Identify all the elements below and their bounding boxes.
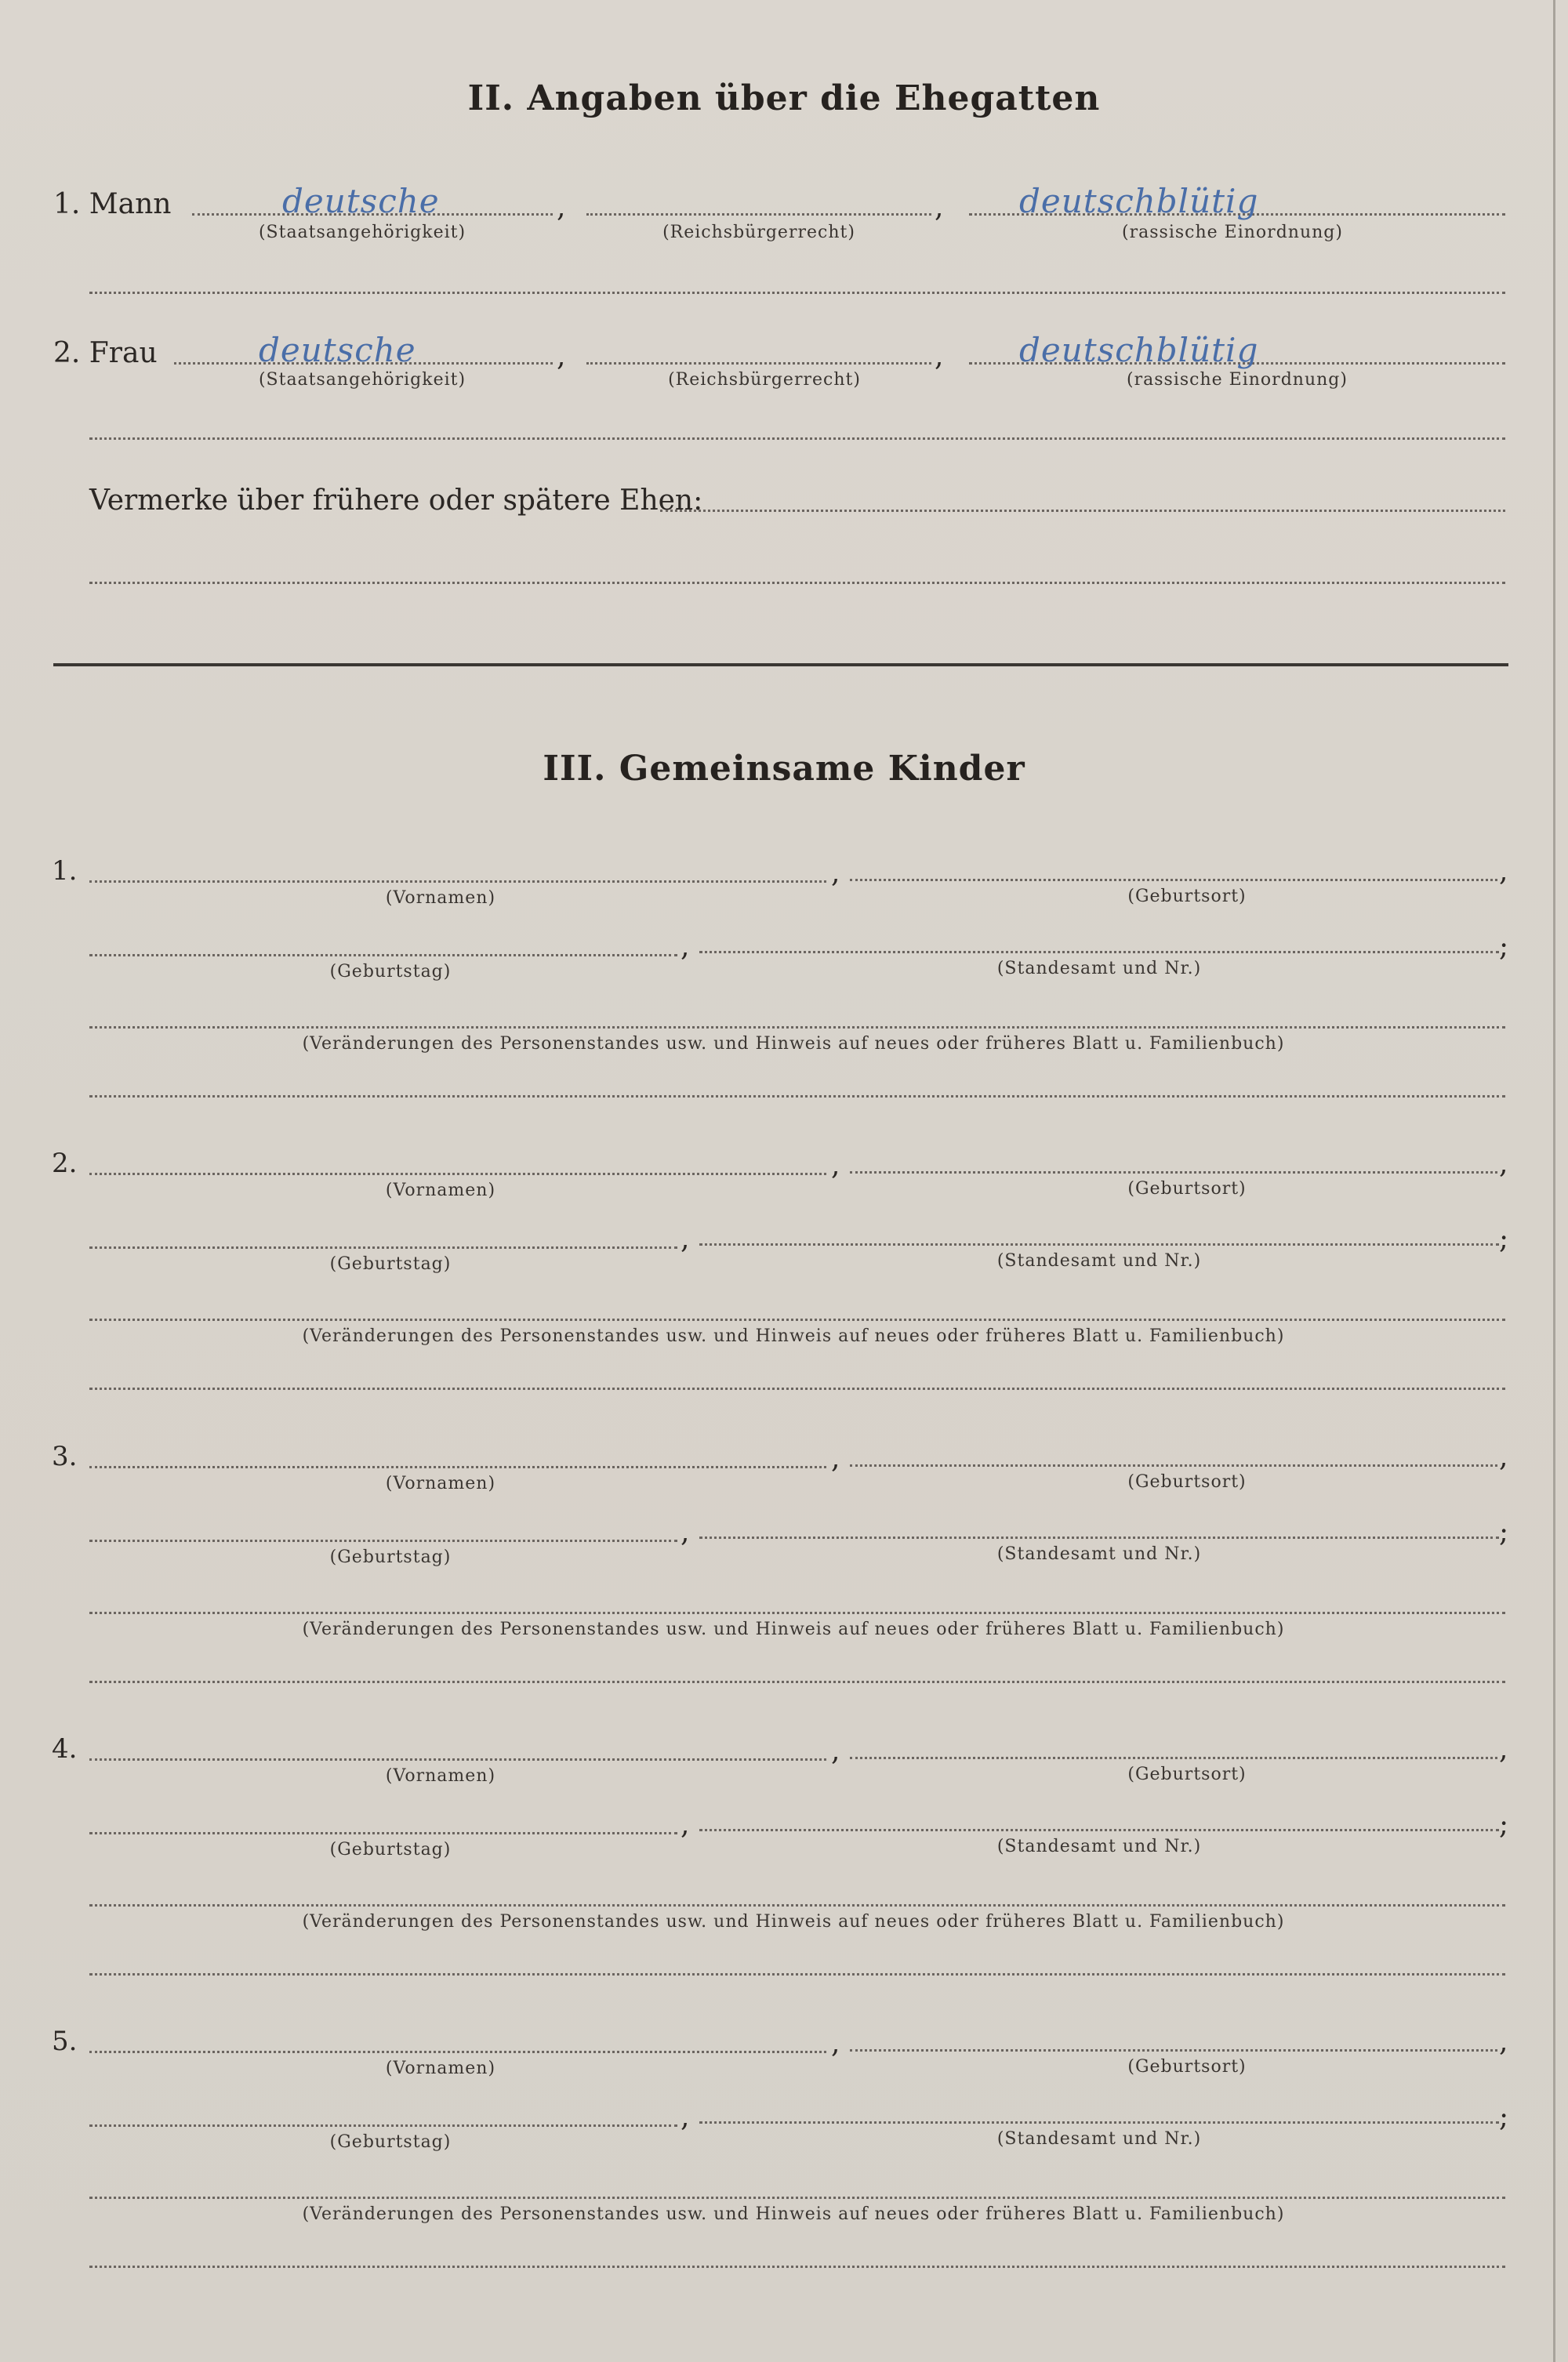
- caption-birthdate: (Geburtstag): [329, 962, 452, 981]
- caption-citizenship: (Staatsangehörigkeit): [258, 370, 466, 390]
- child-registry-line[interactable]: [699, 2121, 1499, 2124]
- caption-names: (Vornamen): [385, 1181, 496, 1200]
- child-birthplace-line[interactable]: [850, 1757, 1497, 1759]
- comma: ,: [557, 340, 566, 372]
- caption-citizenship: (Staatsangehörigkeit): [258, 223, 466, 242]
- child-registry-line[interactable]: [699, 1243, 1499, 1246]
- child-birthdate-line[interactable]: [89, 2124, 677, 2127]
- comma: ,: [1499, 855, 1508, 887]
- semicolon: ;: [1499, 931, 1509, 963]
- comma: ,: [831, 1735, 840, 1767]
- caption-names: (Vornamen): [385, 1766, 496, 1786]
- husband-racial-value: deutschblütig: [1019, 182, 1259, 220]
- caption-changes: (Veränderungen des Personenstandes usw. und Hinweis auf neues oder früheres Blatt u. Familienbuch): [302, 1912, 1285, 1932]
- child-birthplace-line[interactable]: [850, 1464, 1497, 1467]
- caption-birthdate: (Geburtstag): [329, 2132, 452, 2152]
- child-changes-line-2[interactable]: [89, 1388, 1505, 1390]
- caption-changes: (Veränderungen des Personenstandes usw. und Hinweis auf neues oder früheres Blatt u. Familienbuch): [302, 2204, 1285, 2224]
- comma: ,: [1499, 1441, 1508, 1473]
- semicolon: ;: [1499, 2101, 1509, 2133]
- caption-birthdate: (Geburtstag): [329, 1547, 452, 1567]
- caption-birthplace: (Geburtsort): [1127, 1765, 1247, 1784]
- comma: ,: [935, 191, 944, 223]
- comma: ,: [681, 2101, 690, 2133]
- caption-changes: (Veränderungen des Personenstandes usw. und Hinweis auf neues oder früheres Blatt u. Familienbuch): [302, 1034, 1285, 1054]
- child-changes-line[interactable]: [89, 2197, 1505, 2199]
- comma: ,: [1499, 1733, 1508, 1765]
- comma: ,: [681, 1516, 690, 1548]
- child-changes-line-2[interactable]: [89, 2266, 1505, 2268]
- comma: ,: [831, 1442, 840, 1475]
- caption-birthplace: (Geburtsort): [1127, 1472, 1247, 1492]
- caption-registry: (Standesamt und Nr.): [996, 1251, 1202, 1271]
- caption-birthplace: (Geburtsort): [1127, 2057, 1247, 2077]
- child-names-line[interactable]: [89, 1466, 826, 1468]
- child-birthdate-line[interactable]: [89, 1246, 677, 1249]
- caption-birthdate: (Geburtstag): [329, 1254, 452, 1274]
- child-number: 2.: [52, 1148, 78, 1179]
- child-changes-line[interactable]: [89, 1319, 1505, 1321]
- child-birthplace-line[interactable]: [850, 2049, 1497, 2052]
- comma: ,: [831, 857, 840, 889]
- child-registry-line[interactable]: [699, 1537, 1499, 1539]
- caption-names: (Vornamen): [385, 888, 496, 908]
- notes-label: Vermerke über frühere oder spätere Ehen:: [89, 484, 703, 517]
- caption-birthdate: (Geburtstag): [329, 1840, 452, 1859]
- comma: ,: [1499, 1148, 1508, 1180]
- child-birthplace-line[interactable]: [850, 879, 1497, 881]
- child-number: 4.: [52, 1733, 78, 1765]
- caption-racial: (rassische Einordnung): [1122, 223, 1343, 242]
- child-names-line[interactable]: [89, 1758, 826, 1761]
- comma: ,: [831, 2027, 840, 2059]
- wife-label: 2. Frau: [53, 337, 158, 369]
- husband-reich-line[interactable]: [586, 213, 931, 216]
- section3-title: III. Gemeinsame Kinder: [543, 749, 1025, 789]
- notes-line-2[interactable]: [89, 582, 1505, 584]
- notes-line-1[interactable]: [660, 510, 1505, 512]
- semicolon: ;: [1499, 1516, 1509, 1548]
- section-divider: [53, 663, 1508, 666]
- child-birthdate-line[interactable]: [89, 1540, 677, 1542]
- child-birthdate-line[interactable]: [89, 954, 677, 956]
- child-changes-line-2[interactable]: [89, 1095, 1505, 1098]
- caption-birthplace: (Geburtsort): [1127, 1179, 1247, 1199]
- child-number: 5.: [52, 2026, 78, 2057]
- child-birthplace-line[interactable]: [850, 1171, 1497, 1174]
- child-names-line[interactable]: [89, 2051, 826, 2053]
- wife-citizenship-value: deutsche: [259, 331, 416, 369]
- semicolon: ;: [1499, 1809, 1509, 1841]
- caption-registry: (Standesamt und Nr.): [996, 959, 1202, 978]
- caption-changes: (Veränderungen des Personenstandes usw. und Hinweis auf neues oder früheres Blatt u. Familienbuch): [302, 1326, 1285, 1346]
- caption-registry: (Standesamt und Nr.): [996, 1837, 1202, 1856]
- husband-extra-line[interactable]: [89, 292, 1505, 294]
- caption-registry: (Standesamt und Nr.): [996, 2129, 1202, 2149]
- comma: ,: [557, 191, 566, 223]
- child-registry-line[interactable]: [699, 951, 1499, 953]
- child-number: 3.: [52, 1441, 78, 1472]
- child-names-line[interactable]: [89, 1173, 826, 1175]
- caption-reich: (Reichsbürgerrecht): [662, 223, 855, 242]
- husband-citizenship-value: deutsche: [282, 182, 440, 220]
- husband-label: 1. Mann: [53, 188, 172, 220]
- child-changes-line-2[interactable]: [89, 1681, 1505, 1683]
- caption-racial: (rassische Einordnung): [1127, 370, 1348, 390]
- child-changes-line[interactable]: [89, 1026, 1505, 1029]
- caption-birthplace: (Geburtsort): [1127, 887, 1247, 906]
- wife-racial-value: deutschblütig: [1019, 331, 1259, 369]
- caption-changes: (Veränderungen des Personenstandes usw. und Hinweis auf neues oder früheres Blatt u. Familienbuch): [302, 1620, 1285, 1639]
- caption-reich: (Reichsbürgerrecht): [668, 370, 861, 390]
- comma: ,: [681, 1809, 690, 1841]
- child-names-line[interactable]: [89, 880, 826, 883]
- caption-registry: (Standesamt und Nr.): [996, 1544, 1202, 1564]
- child-number: 1.: [52, 855, 78, 887]
- child-changes-line[interactable]: [89, 1612, 1505, 1614]
- comma: ,: [935, 340, 944, 372]
- comma: ,: [681, 931, 690, 963]
- child-changes-line[interactable]: [89, 1904, 1505, 1907]
- semicolon: ;: [1499, 1223, 1509, 1255]
- caption-names: (Vornamen): [385, 2059, 496, 2078]
- section2-title: II. Angaben über die Ehegatten: [467, 78, 1101, 118]
- wife-reich-line[interactable]: [586, 362, 931, 365]
- child-birthdate-line[interactable]: [89, 1832, 677, 1834]
- wife-extra-line[interactable]: [89, 437, 1505, 440]
- child-registry-line[interactable]: [699, 1829, 1499, 1831]
- comma: ,: [831, 1149, 840, 1181]
- child-changes-line-2[interactable]: [89, 1973, 1505, 1976]
- caption-names: (Vornamen): [385, 1474, 496, 1493]
- comma: ,: [681, 1223, 690, 1255]
- comma: ,: [1499, 2026, 1508, 2058]
- page-edge: [1553, 0, 1555, 2362]
